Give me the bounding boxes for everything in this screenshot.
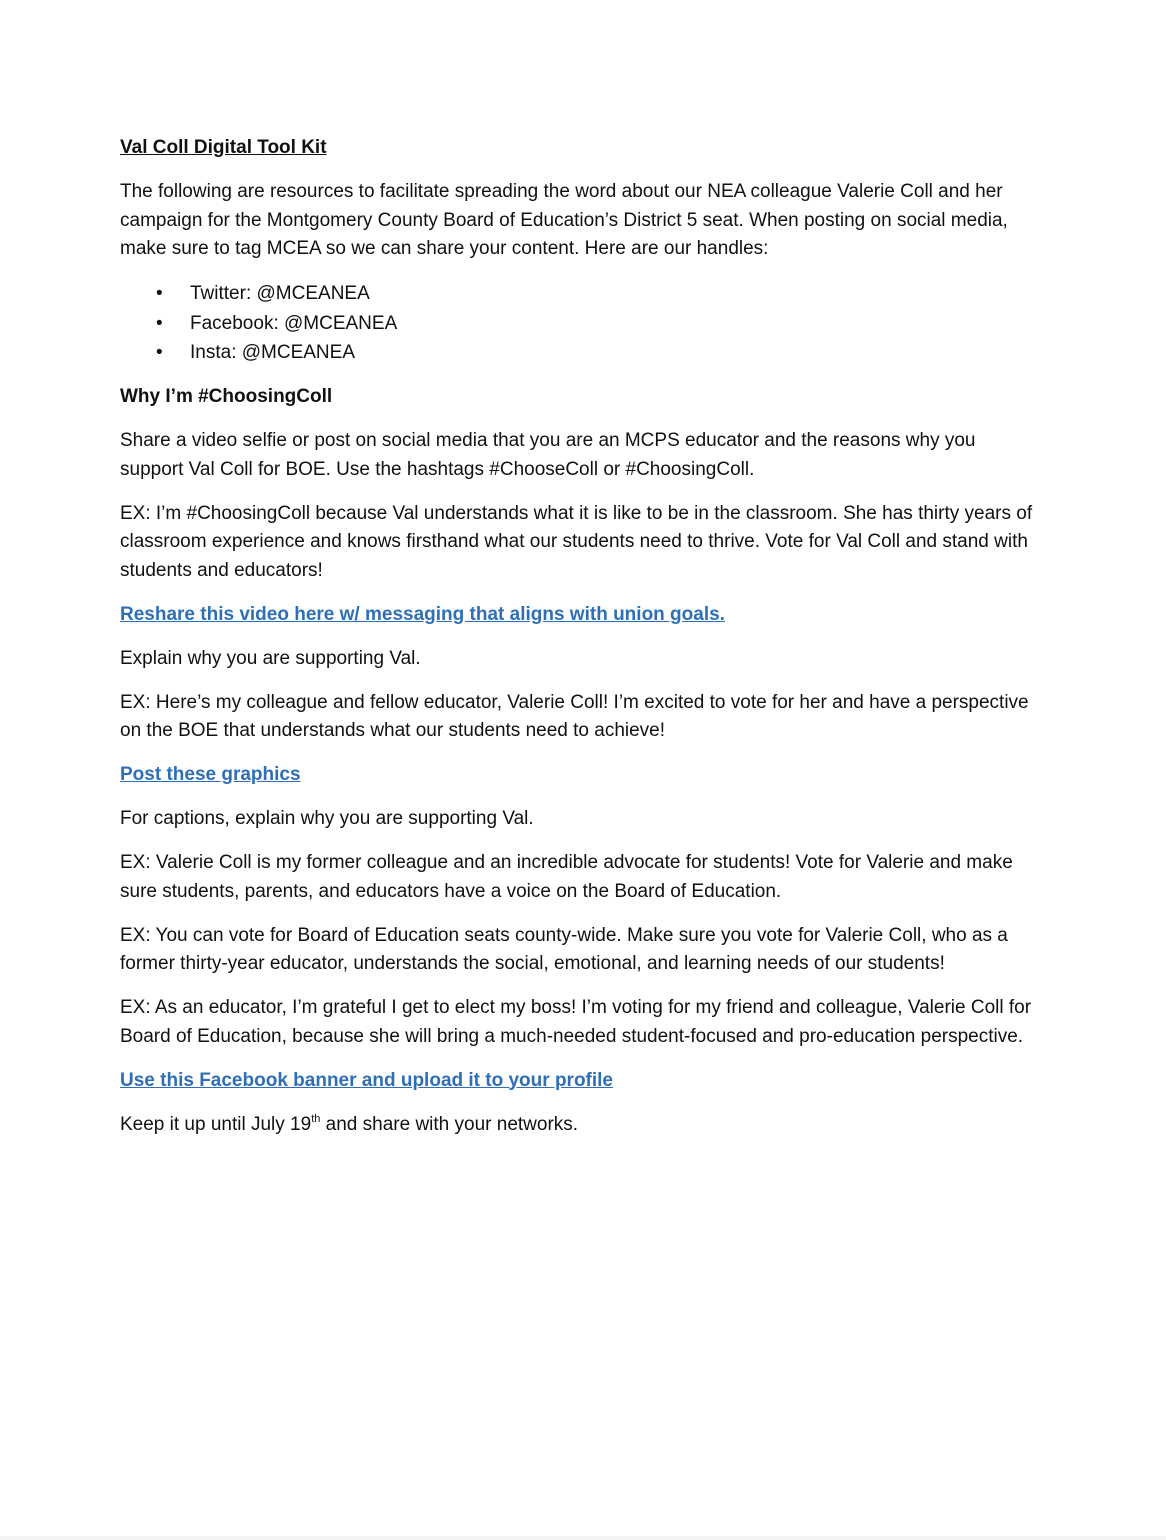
- insta-handle-text: Insta: @MCEANEA: [190, 342, 355, 363]
- document-body: [120, 134, 1040, 1155]
- list-item-insta-handle: [120, 338, 1040, 368]
- twitter-handle-text: Twitter: @MCEANEA: [190, 283, 370, 304]
- bullet-icon: •: [156, 283, 163, 304]
- example-paragraph-3: EX: Valerie Coll is my former colleague and an incredible advocate for students! Vote for Valerie and make sure students, parents, and educators have a voice on the Board of Education.: [120, 852, 1013, 902]
- closing-paragraph: [120, 1111, 1040, 1140]
- example-paragraph-1: EX: I’m #ChoosingColl because Val understands what it is like to be in the classroom. She has thirty years of classroom experience and knows firsthand what our students need to thrive. Vote for Val Coll and stand with students and educators!: [120, 502, 1033, 581]
- captions-paragraph: For captions, explain why you are supporting Val.: [120, 808, 534, 829]
- graphics-link-line: [120, 761, 1040, 790]
- section-heading: Why I’m #ChoosingColl: [120, 386, 333, 407]
- example-paragraph-2: EX: Here’s my colleague and fellow educator, Valerie Coll! I’m excited to vote for her and have a perspective on the BOE that understands what our students need to achieve!: [120, 691, 1029, 741]
- explain-paragraph: Explain why you are supporting Val.: [120, 647, 421, 669]
- banner-link-line: [120, 1067, 1040, 1096]
- bullet-icon: •: [156, 342, 163, 363]
- facebook-banner-link[interactable]: Use this Facebook banner and upload it to your profile: [120, 1069, 613, 1091]
- closing-text-end: and share with your networks.: [320, 1113, 579, 1135]
- reshare-link-line: [120, 601, 1040, 630]
- reshare-video-link[interactable]: Reshare this video here w/ messaging that aligns with union goals.: [120, 603, 725, 625]
- closing-text-start: Keep it up until July 19: [120, 1113, 312, 1135]
- date-ordinal-suffix: th: [311, 1112, 321, 1125]
- facebook-handle-text: Facebook: @MCEANEA: [190, 312, 398, 334]
- document-title: Val Coll Digital Tool Kit: [120, 137, 327, 158]
- list-item-facebook-handle: [120, 309, 1040, 339]
- bullet-icon: •: [156, 312, 163, 334]
- example-paragraph-5: EX: As an educator, I’m grateful I get to elect my boss! I’m voting for my friend and colleague, Valerie Coll for Board of Education, because she will bring a much-needed student-focused and pro-education perspective.: [120, 997, 1032, 1047]
- intro-paragraph: The following are resources to facilitate spreading the word about our NEA colleague Valerie Coll and her campaign for the Montgomery County Board of Education’s District 5 seat. When posting on social media, make sure to tag MCEA so we can share your content. Here are our handles:: [120, 181, 1008, 259]
- page-bottom-edge: [0, 1536, 1166, 1540]
- section-intro-paragraph: Share a video selfie or post on social media that you are an MCPS educator and the reasons why you support Val Coll for BOE. Use the hashtags #ChooseColl or #ChoosingColl.: [120, 430, 976, 480]
- example-paragraph-4: EX: You can vote for Board of Education seats county-wide. Make sure you vote for Valerie Coll, who as a former thirty-year educator, understands the social, emotional, and learning needs of our students!: [120, 924, 1008, 974]
- post-graphics-link[interactable]: Post these graphics: [120, 764, 301, 785]
- social-handles-list: [120, 279, 1040, 368]
- list-item-twitter-handle: [120, 279, 1040, 309]
